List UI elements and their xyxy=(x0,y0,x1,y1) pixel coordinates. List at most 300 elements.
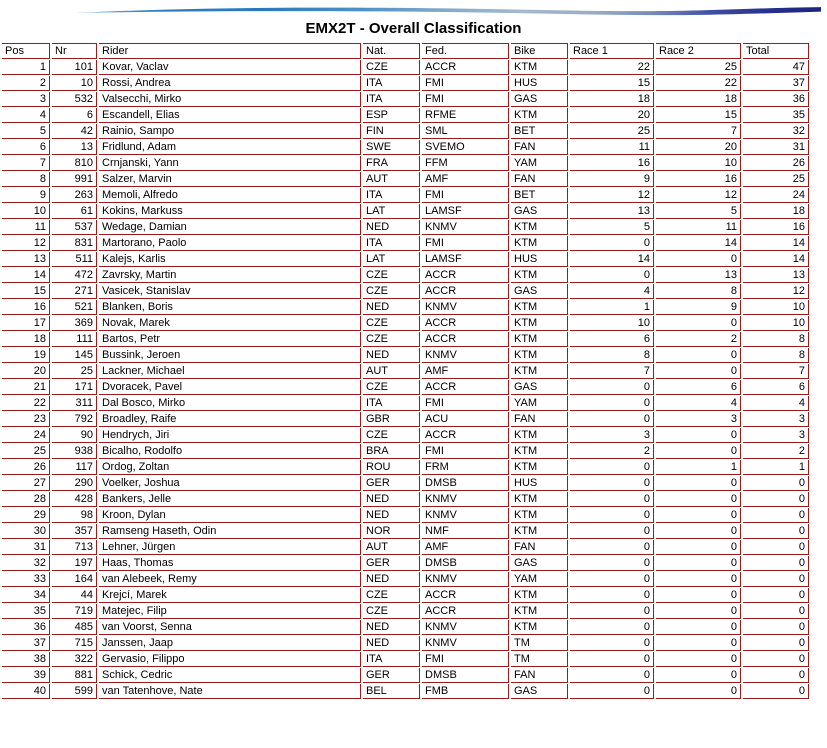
table-row xyxy=(2,460,809,475)
cell-race2: 0 xyxy=(656,524,741,539)
cell-total: 2 xyxy=(743,444,809,459)
cell-race2: 0 xyxy=(656,556,741,571)
cell-nr: 10 xyxy=(52,76,97,91)
cell-rider: Dvoracek, Pavel xyxy=(99,380,361,395)
cell-total: 37 xyxy=(743,76,809,91)
table-row xyxy=(2,284,809,299)
cell-total: 8 xyxy=(743,332,809,347)
cell-fed: FMI xyxy=(422,236,509,251)
cell-race2: 14 xyxy=(656,236,741,251)
cell-pos: 14 xyxy=(2,268,50,283)
cell-bike: KTM xyxy=(511,236,568,251)
cell-nat: GER xyxy=(363,556,420,571)
cell-nr: 532 xyxy=(52,92,97,107)
cell-bike: BET xyxy=(511,188,568,203)
cell-pos: 29 xyxy=(2,508,50,523)
cell-total: 4 xyxy=(743,396,809,411)
cell-race2: 2 xyxy=(656,332,741,347)
cell-fed: AMF xyxy=(422,172,509,187)
cell-fed: KNMV xyxy=(422,636,509,651)
cell-race1: 0 xyxy=(570,380,654,395)
cell-race1: 22 xyxy=(570,60,654,75)
cell-pos: 35 xyxy=(2,604,50,619)
cell-race2: 12 xyxy=(656,188,741,203)
cell-rider: Rossi, Andrea xyxy=(99,76,361,91)
cell-rider: Hendrych, Jiri xyxy=(99,428,361,443)
table-row xyxy=(2,684,809,699)
cell-nat: FIN xyxy=(363,124,420,139)
cell-bike: KTM xyxy=(511,604,568,619)
cell-race1: 9 xyxy=(570,172,654,187)
cell-nat: GER xyxy=(363,476,420,491)
cell-pos: 6 xyxy=(2,140,50,155)
cell-race1: 0 xyxy=(570,476,654,491)
cell-nat: NED xyxy=(363,508,420,523)
cell-rider: Blanken, Boris xyxy=(99,300,361,315)
column-header-race1: Race 1 xyxy=(570,43,654,59)
cell-bike: GAS xyxy=(511,204,568,219)
table-row xyxy=(2,316,809,331)
cell-race2: 15 xyxy=(656,108,741,123)
cell-total: 47 xyxy=(743,60,809,75)
cell-bike: GAS xyxy=(511,380,568,395)
cell-rider: Matejec, Filip xyxy=(99,604,361,619)
cell-nat: NED xyxy=(363,636,420,651)
cell-pos: 39 xyxy=(2,668,50,683)
cell-rider: Rainio, Sampo xyxy=(99,124,361,139)
cell-bike: HUS xyxy=(511,476,568,491)
cell-nr: 117 xyxy=(52,460,97,475)
cell-rider: Kovar, Vaclav xyxy=(99,60,361,75)
cell-race1: 0 xyxy=(570,556,654,571)
classification-table xyxy=(0,42,811,700)
cell-nat: GBR xyxy=(363,412,420,427)
cell-nat: CZE xyxy=(363,588,420,603)
cell-rider: Zavrsky, Martin xyxy=(99,268,361,283)
cell-nat: ITA xyxy=(363,92,420,107)
cell-rider: Ordog, Zoltan xyxy=(99,460,361,475)
table-row xyxy=(2,636,809,651)
cell-pos: 34 xyxy=(2,588,50,603)
cell-pos: 25 xyxy=(2,444,50,459)
cell-race1: 0 xyxy=(570,236,654,251)
cell-fed: FMI xyxy=(422,92,509,107)
cell-race1: 0 xyxy=(570,652,654,667)
table-row xyxy=(2,588,809,603)
cell-pos: 26 xyxy=(2,460,50,475)
cell-total: 0 xyxy=(743,684,809,699)
cell-pos: 12 xyxy=(2,236,50,251)
cell-nat: NOR xyxy=(363,524,420,539)
table-row xyxy=(2,572,809,587)
cell-nat: NED xyxy=(363,492,420,507)
cell-race1: 0 xyxy=(570,684,654,699)
cell-rider: Memoli, Alfredo xyxy=(99,188,361,203)
cell-total: 0 xyxy=(743,508,809,523)
cell-race2: 0 xyxy=(656,428,741,443)
cell-rider: Gervasio, Filippo xyxy=(99,652,361,667)
cell-bike: KTM xyxy=(511,348,568,363)
table-row xyxy=(2,652,809,667)
cell-nat: ROU xyxy=(363,460,420,475)
table-row xyxy=(2,268,809,283)
cell-nat: ITA xyxy=(363,652,420,667)
cell-fed: AMF xyxy=(422,540,509,555)
cell-race1: 6 xyxy=(570,332,654,347)
cell-race1: 0 xyxy=(570,492,654,507)
table-row xyxy=(2,508,809,523)
cell-rider: Broadley, Raife xyxy=(99,412,361,427)
cell-pos: 10 xyxy=(2,204,50,219)
cell-bike: TM xyxy=(511,652,568,667)
cell-race2: 10 xyxy=(656,156,741,171)
cell-total: 32 xyxy=(743,124,809,139)
cell-pos: 13 xyxy=(2,252,50,267)
table-row xyxy=(2,620,809,635)
cell-rider: Novak, Marek xyxy=(99,316,361,331)
cell-fed: FMI xyxy=(422,444,509,459)
cell-nr: 197 xyxy=(52,556,97,571)
cell-total: 25 xyxy=(743,172,809,187)
cell-nat: CZE xyxy=(363,60,420,75)
cell-race2: 11 xyxy=(656,220,741,235)
table-row xyxy=(2,108,809,123)
cell-rider: van Voorst, Senna xyxy=(99,620,361,635)
cell-bike: FAN xyxy=(511,140,568,155)
cell-nr: 511 xyxy=(52,252,97,267)
cell-fed: KNMV xyxy=(422,300,509,315)
table-row xyxy=(2,428,809,443)
cell-fed: ACCR xyxy=(422,332,509,347)
table-row xyxy=(2,252,809,267)
cell-nat: NED xyxy=(363,300,420,315)
cell-race2: 0 xyxy=(656,652,741,667)
cell-fed: RFME xyxy=(422,108,509,123)
swoosh-stroke xyxy=(76,7,821,15)
cell-nat: CZE xyxy=(363,428,420,443)
cell-pos: 3 xyxy=(2,92,50,107)
cell-rider: Kroon, Dylan xyxy=(99,508,361,523)
table-row xyxy=(2,300,809,315)
cell-pos: 40 xyxy=(2,684,50,699)
cell-race2: 0 xyxy=(656,572,741,587)
cell-nr: 810 xyxy=(52,156,97,171)
cell-race1: 25 xyxy=(570,124,654,139)
cell-nr: 599 xyxy=(52,684,97,699)
cell-total: 35 xyxy=(743,108,809,123)
cell-fed: ACCR xyxy=(422,284,509,299)
cell-total: 24 xyxy=(743,188,809,203)
cell-nat: GER xyxy=(363,668,420,683)
cell-race1: 5 xyxy=(570,220,654,235)
cell-total: 13 xyxy=(743,268,809,283)
cell-race1: 0 xyxy=(570,636,654,651)
cell-pos: 24 xyxy=(2,428,50,443)
header-brush-stroke xyxy=(75,3,822,19)
cell-total: 31 xyxy=(743,140,809,155)
table-row xyxy=(2,124,809,139)
cell-total: 10 xyxy=(743,316,809,331)
cell-nr: 290 xyxy=(52,476,97,491)
cell-bike: KTM xyxy=(511,108,568,123)
cell-fed: SVEMO xyxy=(422,140,509,155)
cell-race1: 0 xyxy=(570,508,654,523)
cell-bike: KTM xyxy=(511,220,568,235)
cell-bike: KTM xyxy=(511,588,568,603)
cell-nr: 13 xyxy=(52,140,97,155)
cell-nr: 61 xyxy=(52,204,97,219)
cell-pos: 19 xyxy=(2,348,50,363)
cell-race2: 18 xyxy=(656,92,741,107)
cell-rider: Valsecchi, Mirko xyxy=(99,92,361,107)
table-row xyxy=(2,156,809,171)
cell-nat: SWE xyxy=(363,140,420,155)
cell-pos: 17 xyxy=(2,316,50,331)
cell-nat: NED xyxy=(363,572,420,587)
column-header-fed: Fed. xyxy=(422,43,509,59)
cell-nr: 6 xyxy=(52,108,97,123)
cell-nat: ITA xyxy=(363,236,420,251)
cell-nat: CZE xyxy=(363,268,420,283)
cell-bike: KTM xyxy=(511,60,568,75)
cell-rider: Escandell, Elias xyxy=(99,108,361,123)
cell-race2: 0 xyxy=(656,252,741,267)
cell-race2: 20 xyxy=(656,140,741,155)
cell-total: 8 xyxy=(743,348,809,363)
cell-bike: HUS xyxy=(511,76,568,91)
cell-bike: KTM xyxy=(511,460,568,475)
cell-nr: 311 xyxy=(52,396,97,411)
cell-nr: 428 xyxy=(52,492,97,507)
cell-nat: AUT xyxy=(363,364,420,379)
cell-nat: CZE xyxy=(363,380,420,395)
cell-rider: Kokins, Markuss xyxy=(99,204,361,219)
table-row xyxy=(2,204,809,219)
cell-total: 18 xyxy=(743,204,809,219)
cell-pos: 22 xyxy=(2,396,50,411)
cell-race2: 0 xyxy=(656,588,741,603)
cell-nr: 25 xyxy=(52,364,97,379)
cell-rider: Bankers, Jelle xyxy=(99,492,361,507)
cell-race1: 0 xyxy=(570,572,654,587)
cell-rider: Wedage, Damian xyxy=(99,220,361,235)
cell-fed: FRM xyxy=(422,460,509,475)
cell-race1: 14 xyxy=(570,252,654,267)
table-row xyxy=(2,140,809,155)
cell-rider: Voelker, Joshua xyxy=(99,476,361,491)
cell-race2: 0 xyxy=(656,348,741,363)
table-row xyxy=(2,444,809,459)
cell-pos: 20 xyxy=(2,364,50,379)
cell-nat: CZE xyxy=(363,316,420,331)
cell-nr: 485 xyxy=(52,620,97,635)
cell-race2: 9 xyxy=(656,300,741,315)
cell-nr: 938 xyxy=(52,444,97,459)
cell-nr: 357 xyxy=(52,524,97,539)
cell-race1: 18 xyxy=(570,92,654,107)
cell-race2: 8 xyxy=(656,284,741,299)
cell-total: 14 xyxy=(743,252,809,267)
cell-nat: ITA xyxy=(363,76,420,91)
table-row xyxy=(2,524,809,539)
cell-race2: 0 xyxy=(656,364,741,379)
table-row xyxy=(2,668,809,683)
cell-fed: FMI xyxy=(422,396,509,411)
table-row xyxy=(2,380,809,395)
cell-race1: 3 xyxy=(570,428,654,443)
cell-bike: YAM xyxy=(511,396,568,411)
cell-fed: KNMV xyxy=(422,492,509,507)
cell-pos: 23 xyxy=(2,412,50,427)
cell-rider: Fridlund, Adam xyxy=(99,140,361,155)
cell-fed: KNMV xyxy=(422,348,509,363)
cell-fed: ACCR xyxy=(422,60,509,75)
cell-nr: 171 xyxy=(52,380,97,395)
cell-race2: 5 xyxy=(656,204,741,219)
cell-rider: Bussink, Jeroen xyxy=(99,348,361,363)
cell-race2: 7 xyxy=(656,124,741,139)
cell-nr: 537 xyxy=(52,220,97,235)
cell-rider: Crnjanski, Yann xyxy=(99,156,361,171)
cell-fed: KNMV xyxy=(422,220,509,235)
cell-bike: KTM xyxy=(511,332,568,347)
cell-fed: DMSB xyxy=(422,556,509,571)
cell-race2: 0 xyxy=(656,444,741,459)
table-row xyxy=(2,188,809,203)
cell-bike: KTM xyxy=(511,268,568,283)
column-header-race2: Race 2 xyxy=(656,43,741,59)
cell-rider: Lehner, Jürgen xyxy=(99,540,361,555)
cell-fed: KNMV xyxy=(422,508,509,523)
cell-fed: DMSB xyxy=(422,476,509,491)
cell-race2: 25 xyxy=(656,60,741,75)
cell-nr: 715 xyxy=(52,636,97,651)
cell-nat: AUT xyxy=(363,172,420,187)
cell-total: 0 xyxy=(743,636,809,651)
cell-bike: KTM xyxy=(511,428,568,443)
cell-bike: KTM xyxy=(511,364,568,379)
cell-nat: CZE xyxy=(363,604,420,619)
cell-bike: KTM xyxy=(511,492,568,507)
cell-nr: 719 xyxy=(52,604,97,619)
table-row xyxy=(2,604,809,619)
cell-bike: FAN xyxy=(511,412,568,427)
table-row xyxy=(2,92,809,107)
column-header-total: Total xyxy=(743,43,809,59)
cell-race1: 4 xyxy=(570,284,654,299)
cell-race2: 0 xyxy=(656,492,741,507)
cell-nr: 98 xyxy=(52,508,97,523)
cell-nat: BRA xyxy=(363,444,420,459)
column-header-bike: Bike xyxy=(511,43,568,59)
cell-race2: 6 xyxy=(656,380,741,395)
cell-nr: 369 xyxy=(52,316,97,331)
cell-race1: 15 xyxy=(570,76,654,91)
cell-total: 0 xyxy=(743,668,809,683)
cell-bike: KTM xyxy=(511,316,568,331)
cell-nat: LAT xyxy=(363,204,420,219)
table-row xyxy=(2,396,809,411)
cell-rider: Salzer, Marvin xyxy=(99,172,361,187)
cell-rider: Kalejs, Karlis xyxy=(99,252,361,267)
cell-nr: 90 xyxy=(52,428,97,443)
cell-rider: Krejcí, Marek xyxy=(99,588,361,603)
cell-total: 0 xyxy=(743,556,809,571)
cell-nr: 521 xyxy=(52,300,97,315)
cell-race1: 0 xyxy=(570,604,654,619)
cell-nr: 831 xyxy=(52,236,97,251)
cell-nr: 713 xyxy=(52,540,97,555)
cell-fed: FMI xyxy=(422,76,509,91)
cell-nat: NED xyxy=(363,348,420,363)
table-row xyxy=(2,476,809,491)
cell-total: 0 xyxy=(743,588,809,603)
cell-pos: 15 xyxy=(2,284,50,299)
cell-race1: 0 xyxy=(570,396,654,411)
cell-nr: 472 xyxy=(52,268,97,283)
cell-fed: ACCR xyxy=(422,316,509,331)
cell-race2: 0 xyxy=(656,620,741,635)
column-header-nat: Nat. xyxy=(363,43,420,59)
cell-nat: ESP xyxy=(363,108,420,123)
cell-rider: Lackner, Michael xyxy=(99,364,361,379)
cell-total: 0 xyxy=(743,540,809,555)
cell-race1: 13 xyxy=(570,204,654,219)
cell-race2: 0 xyxy=(656,476,741,491)
column-header-pos: Pos xyxy=(2,43,50,59)
cell-rider: Haas, Thomas xyxy=(99,556,361,571)
cell-bike: KTM xyxy=(511,524,568,539)
table-row xyxy=(2,540,809,555)
cell-race2: 0 xyxy=(656,668,741,683)
cell-pos: 7 xyxy=(2,156,50,171)
cell-nr: 271 xyxy=(52,284,97,299)
cell-nr: 792 xyxy=(52,412,97,427)
table-row xyxy=(2,60,809,75)
cell-bike: FAN xyxy=(511,540,568,555)
cell-rider: Vasicek, Stanislav xyxy=(99,284,361,299)
cell-fed: AMF xyxy=(422,364,509,379)
cell-nat: FRA xyxy=(363,156,420,171)
cell-nat: LAT xyxy=(363,252,420,267)
cell-total: 0 xyxy=(743,652,809,667)
cell-fed: DMSB xyxy=(422,668,509,683)
cell-total: 10 xyxy=(743,300,809,315)
cell-race1: 0 xyxy=(570,412,654,427)
cell-race1: 2 xyxy=(570,444,654,459)
cell-race1: 7 xyxy=(570,364,654,379)
cell-fed: ACCR xyxy=(422,588,509,603)
cell-fed: FMI xyxy=(422,188,509,203)
column-header-nr: Nr xyxy=(52,43,97,59)
cell-pos: 31 xyxy=(2,540,50,555)
cell-rider: van Tatenhove, Nate xyxy=(99,684,361,699)
cell-total: 26 xyxy=(743,156,809,171)
cell-total: 36 xyxy=(743,92,809,107)
cell-race1: 20 xyxy=(570,108,654,123)
cell-race2: 3 xyxy=(656,412,741,427)
cell-pos: 2 xyxy=(2,76,50,91)
cell-race1: 0 xyxy=(570,268,654,283)
cell-fed: FMB xyxy=(422,684,509,699)
cell-pos: 33 xyxy=(2,572,50,587)
cell-nr: 101 xyxy=(52,60,97,75)
page-title: EMX2T - Overall Classification xyxy=(305,20,522,37)
cell-race2: 0 xyxy=(656,540,741,555)
cell-race1: 0 xyxy=(570,620,654,635)
cell-fed: KNMV xyxy=(422,620,509,635)
cell-rider: Bartos, Petr xyxy=(99,332,361,347)
